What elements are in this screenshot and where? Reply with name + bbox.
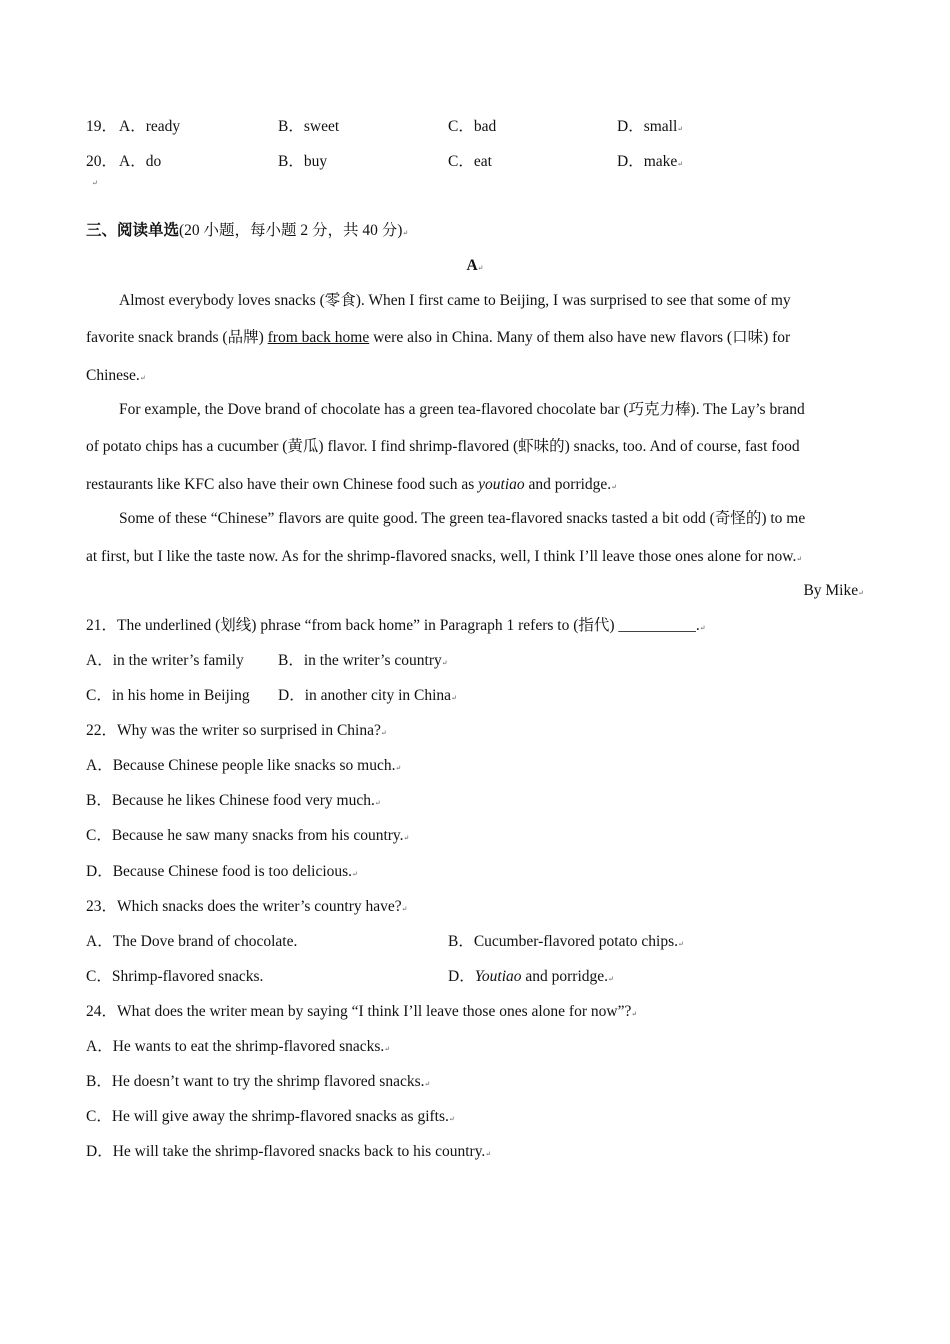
question-21-option-d: D．in another city in China↵ [278, 687, 457, 704]
question-23-option-a: A．The Dove brand of chocolate. [86, 933, 298, 950]
passage-paragraph-3-line-2: at first, but I like the taste now. As for the shrimp-flavored snacks, well, I think I’ll leave those ones alone for now.↵ [86, 548, 803, 565]
paragraph-mark-icon: ↵ [677, 125, 684, 133]
paragraph-mark-icon: ↵ [677, 160, 684, 168]
question-number: 19． [86, 118, 118, 135]
question-23-option-c: C．Shrimp-flavored snacks. [86, 968, 264, 985]
passage-heading: A↵ [466, 257, 484, 274]
question-24-option-a: A．He wants to eat the shrimp-flavored snacks.↵ [86, 1038, 391, 1055]
passage-paragraph-2-line-3: restaurants like KFC also have their own Chinese food such as youtiao and porridge.↵ [86, 476, 618, 493]
question-number: 20． [86, 153, 118, 170]
question-22-option-b: B．Because he likes Chinese food very much.↵ [86, 792, 381, 809]
question-21-option-c: C．in his home in Beijing [86, 687, 250, 704]
option-c: C．bad [448, 118, 497, 135]
passage-paragraph-2-line-2: of potato chips has a cucumber (黄瓜) flavor. I find shrimp-flavored (虾味的) snacks, too. And of course, fast food [86, 438, 800, 455]
question-24-option-b: B．He doesn’t want to try the shrimp flavored snacks.↵ [86, 1073, 431, 1090]
passage-author: By Mike↵ [803, 582, 864, 599]
option-c: C．eat [448, 153, 492, 170]
passage-paragraph-3-line-1: Some of these “Chinese” flavors are quite good. The green tea-flavored snacks tasted a bit odd (奇怪的) to me [119, 510, 806, 527]
question-22-option-c: C．Because he saw many snacks from his country.↵ [86, 827, 410, 844]
passage-paragraph-1-line-2: favorite snack brands (品牌) from back home were also in China. Many of them also have new flavors (口味) for [86, 329, 791, 346]
option-d: D．small↵ [617, 118, 684, 135]
question-23-option-d: D．Youtiao and porridge.↵ [448, 968, 614, 985]
question-24-option-d: D．He will take the shrimp-flavored snacks back to his country.↵ [86, 1143, 492, 1160]
underlined-phrase: from back home [267, 329, 370, 346]
option-a: A．do [119, 153, 162, 170]
paragraph-mark-icon: ↵ [92, 179, 98, 187]
question-23-stem: 23．Which snacks does the writer’s country have?↵ [86, 898, 408, 915]
option-d: D．make↵ [617, 153, 684, 170]
option-b: B．buy [278, 153, 328, 170]
passage-paragraph-1-line-1: Almost everybody loves snacks (零食). When I first came to Beijing, I was surprised to see that some of my [119, 292, 791, 309]
question-24-option-c: C．He will give away the shrimp-flavored snacks as gifts.↵ [86, 1108, 455, 1125]
passage-paragraph-2-line-1: For example, the Dove brand of chocolate has a green tea-flavored chocolate bar (巧克力棒). The Lay’s brand [119, 401, 805, 418]
question-21-option-b: B．in the writer’s country↵ [278, 652, 448, 669]
passage-paragraph-1-line-3: Chinese.↵ [86, 367, 146, 384]
question-22-stem: 22．Why was the writer so surprised in China?↵ [86, 722, 387, 739]
question-21-stem: 21．The underlined (划线) phrase “from back home” in Paragraph 1 refers to (指代) __________.↵ [86, 617, 706, 634]
question-22-option-d: D．Because Chinese food is too delicious.↵ [86, 863, 358, 880]
question-23-option-b: B．Cucumber-flavored potato chips.↵ [448, 933, 684, 950]
question-24-stem: 24．What does the writer mean by saying “I think I’ll leave those ones alone for now”?↵ [86, 1003, 638, 1020]
question-22-option-a: A．Because Chinese people like snacks so much.↵ [86, 757, 402, 774]
option-a: A．ready [119, 118, 181, 135]
question-21-option-a: A．in the writer’s family [86, 652, 244, 669]
section-title: 三、阅读单选(20 小题，每小题 2 分，共 40 分)↵ [86, 222, 409, 239]
option-b: B．sweet [278, 118, 340, 135]
